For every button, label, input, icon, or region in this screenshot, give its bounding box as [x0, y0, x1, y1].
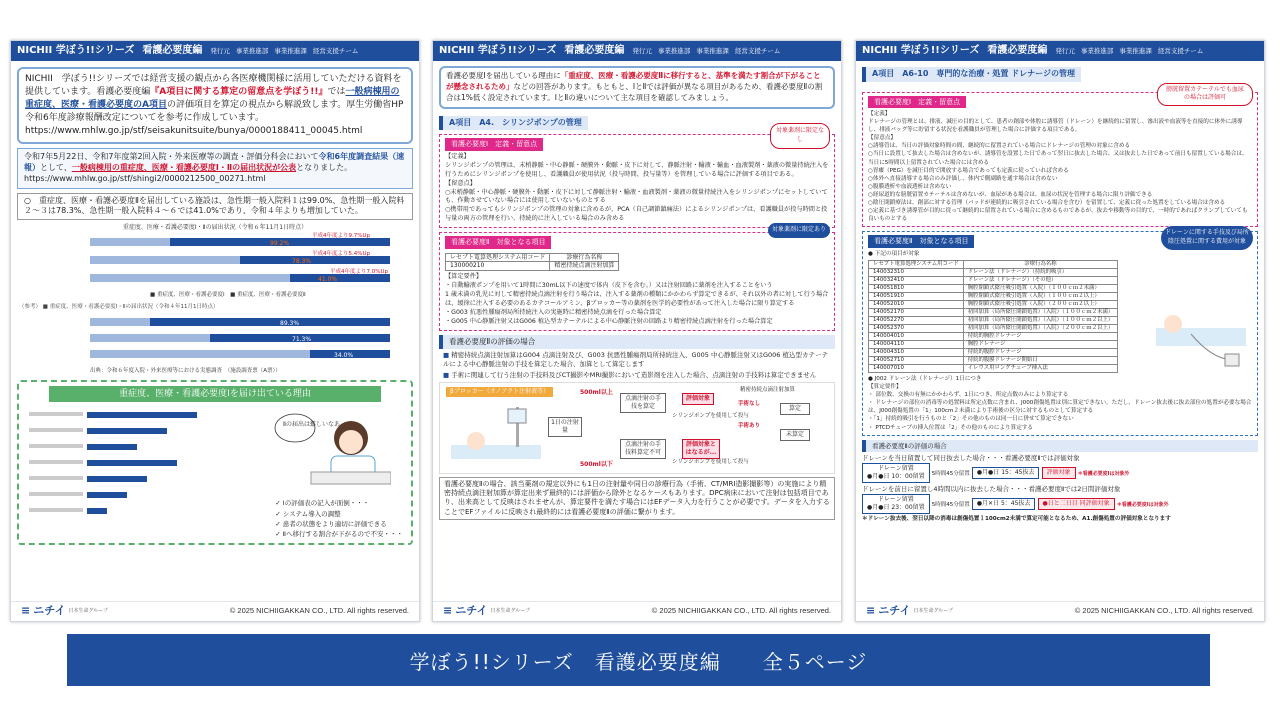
- flow-surgery: 手術あり: [738, 422, 761, 429]
- duration-label: 5時間45分留置: [931, 502, 970, 509]
- reasons-bar-chart: [27, 408, 207, 528]
- code-name-cell: 持続的胸腔ドレナージ: [963, 332, 1118, 340]
- code-cell: 140004310: [869, 348, 964, 356]
- code-cell: 130000210: [446, 262, 550, 271]
- table-row: [869, 340, 1118, 348]
- series-banner: 学ぼう!!シリーズ 看護必要度編 全５ページ: [67, 634, 1210, 686]
- meta-item: 事業推進部: [235, 46, 269, 55]
- definition-text: ドレナージの管理とは、排液、減圧の目的として、患者の創部や体腔に誘導管（ドレーン）を継続的に留置し、滲出液や血液等を直接的に体外に誘導し、排液バッグ等に貯留する状況を看護職員が管理した場合に評価する項目である。: [868, 119, 1243, 134]
- summary-text: 看護必要度Ⅱの場合、該当薬剤の規定以外にも1日の注射量や同日の診療行為（手術、CT/MRI造影撮影等）の実施により精密持続点滴注射加算が算定出来ず最終的には評価から除外となるケースもあります。DPC病床において注射は包括項目であり、出来高として反映はされませんが、算定要件を満たす場合にはEFデータ入力を行うことが必要です。データを入力することでEFファイルに反映され最終的には看護必要度Ⅱの評価に繋がります。: [439, 477, 835, 521]
- flow-box-calc: 点滴注射の手技を算定: [620, 393, 666, 413]
- evaluation-case-1: [862, 454, 1258, 483]
- meta-item: 発行元: [632, 46, 652, 55]
- publisher-meta: [1055, 47, 1203, 56]
- chart2-bars: [30, 314, 400, 376]
- notice-link[interactable]: https://www.mhlw.go.jp/stf/shingi2/0000212500_00271.html: [24, 173, 266, 183]
- copyright: © 2025 NICHIIGAKKAN CO., LTD. All rights reserved.: [1074, 606, 1254, 616]
- flow-start-box: 1日の注射量: [548, 417, 582, 437]
- code-name-cell: 胸腔ドレナージ: [963, 340, 1118, 348]
- copyright: © 2025 NICHIIGAKKAN CO., LTD. All rights reserved.: [651, 606, 831, 616]
- reasons-heading: 重症度、医療・看護必要度Ⅰを届け出ている理由: [49, 386, 381, 402]
- reference-label: [19, 304, 411, 311]
- reason-item: ✓ 患者の状態をより適切に評価できる: [275, 519, 387, 528]
- code-name-cell: 持続的腹膜ドレナージ開始日: [963, 356, 1118, 364]
- code-cell: 140032310: [869, 268, 964, 276]
- flow-pump-label: シリンジポンプを使用して投与: [672, 458, 749, 465]
- box-value: ●月●日 23：00留置: [867, 504, 925, 512]
- chart1-note: 平成4年度より7.0%Up: [330, 269, 388, 276]
- note-item: ○当日に設置して抜去した場合は含めないが、誘導管を設置した日であって翌日に抜去した場合、又は抜去した日であって前日も留置している場合は、当日に5時間以上留置されていた場合には含める: [868, 151, 1248, 166]
- meta-item: 事業推進部: [1080, 46, 1114, 55]
- code-name-cell: ドレーン法（ドレナージ）（持続的吸引）: [963, 268, 1118, 276]
- calc-item: ・ ドレナージの部位の消毒等の処置料は所定点数に含まれ、J000創傷処置は別に算定できない。ただし、ドレーン抜去後に抜去部位の処置が必要な場合は、J000創傷処置の「1」100cm２未満により手術後の区分に対するものとして算定する: [868, 400, 1252, 415]
- evaluation-case-2: [862, 485, 1258, 514]
- series-title: 看護必要度編: [564, 45, 625, 57]
- calc-text: ・自動輸液ポンプを用いて1時間に30mL以下の速度で体内（皮下を含む。）又は注射回路に薬剤を注入することをいう: [445, 282, 773, 290]
- meta-item: 事業推進課: [1119, 46, 1152, 55]
- calc-heading: 【算定要件】: [445, 273, 483, 281]
- table-row: [869, 348, 1118, 356]
- note-text: ○携帯用であってもシリンジポンプの管理の対象に含めるが、PCA（自己調節鎮痛法）によるシリンジポンプは、看護職員が投与時間と投与量の両方の管理を行い、持続的に注入している場合のみ含める: [445, 206, 828, 223]
- definition-tag: 看護必要度Ⅰ 定義・留意点: [868, 96, 966, 108]
- evaluation-heading: 看護必要度Ⅱの評価の場合: [862, 440, 1258, 453]
- reference-text: （参考）: [19, 304, 42, 311]
- notice-box: [17, 148, 413, 188]
- logo-group: 日本生命グループ: [913, 608, 954, 615]
- patient-drain-illustration: [1151, 288, 1251, 368]
- document-page-3: [855, 40, 1265, 622]
- logo-group: 日本生命グループ: [490, 608, 531, 615]
- page-footer: [856, 601, 1264, 621]
- note-item: ○胃瘻（PEG）を減圧目的で開放する場合であっても定義に従っていれば含める: [868, 167, 1069, 174]
- box-value: ●月●日 10：00留置: [867, 473, 925, 481]
- calc-item: ・「1」持続的吸引を行うものと「2」その他のものは同一日に併せて算定できない: [868, 416, 1074, 423]
- drain-code-table: [868, 260, 1118, 373]
- meta-item: 発行元: [210, 46, 230, 55]
- code-name-cell: ドレーン法（ドレナージ）（その他）: [963, 276, 1118, 284]
- table-row: [869, 356, 1118, 364]
- table-row: [869, 268, 1118, 276]
- table-row: [869, 324, 1118, 332]
- publisher-meta: [210, 47, 358, 56]
- publisher-meta: [632, 47, 780, 56]
- code-table-header: レセプト電算処理システム用コード: [446, 253, 550, 262]
- logo-mark-icon: ≡: [866, 604, 876, 618]
- section-title: A項目 A4. シリンジポンプの管理: [439, 116, 588, 131]
- code-cell: 140052170: [869, 308, 964, 316]
- chart1-note: 平成4年度より9.7%Up: [312, 233, 370, 240]
- drain-start-box: [862, 494, 930, 514]
- flow-diagram: [439, 382, 835, 474]
- flow-over-label: 500ml以上: [580, 388, 613, 396]
- code-cell: 140032410: [869, 276, 964, 284]
- notice-text: として、: [40, 163, 72, 173]
- notice-text: となりました。: [296, 163, 353, 173]
- box-head: ドレーン留置: [877, 496, 914, 504]
- document-page-2: [432, 40, 842, 622]
- calc-text: ・G005 中心静脈注射又はG006 植込型カテーテルによる中心静脈注射の回路より精密持続点滴注射を行った場合算定: [445, 318, 773, 326]
- flow-result-calc: 算定: [780, 403, 810, 415]
- code-table: [445, 253, 619, 272]
- intro-text: 看護必要度Ⅰを届出している理由に: [446, 71, 561, 80]
- chart1-title: 重症度、医療・看護必要度Ⅰ・Ⅱの届出状況（令和６年11月1日時点）: [122, 224, 308, 232]
- meta-item: 経営支援チーム: [312, 46, 359, 55]
- chart1-row: [90, 249, 390, 265]
- company-logo: [21, 604, 108, 619]
- logo-mark-icon: ≡: [21, 604, 31, 618]
- code-cell: 140051910: [869, 292, 964, 300]
- flow-precise-label: 精密持続点滴注射加算: [740, 386, 796, 393]
- calc-text: 1 歳未満の乳児に対して精密持続点滴注射を行う場合は、注入する薬剤の種類にかかわらず算定できるが、それ以外の者に対して行う場合は、緩徐に注入する必要のあるカテコールアミン、βブロッカー等の薬剤を医学的必要性があって注入した場合に限り算定する: [445, 291, 829, 308]
- series-title: 看護必要度編: [987, 45, 1048, 57]
- intro-box: [17, 67, 413, 144]
- drain-start-box: [862, 463, 930, 483]
- meta-item: 発行元: [1055, 46, 1075, 55]
- meta-item: 事業推進部: [657, 46, 691, 55]
- flow-drug-tag: βブロッカー（オノアクト注射液等）: [446, 387, 553, 397]
- chart2-title: ■ 重症度、医療・看護必要度Ⅰ・Ⅱの届出状況（令和４年11月1日時点）: [42, 304, 219, 311]
- evaluation-bullet: ■ 精密持続点滴注射加算はG004 点滴注射及び、G003 抗悪性腫瘍剤局所持続注入、G005 中心静脈注射又はG006 植込型カテーテルによる中心静脈注射の手技を算定した場合、加算として算定します: [443, 351, 831, 369]
- code-name-cell: 初回加算（局所陰圧閉鎖処置）（入院）（１００ｃｍ２以上）: [963, 316, 1118, 324]
- evaluation-bullets: [443, 351, 831, 379]
- callout-limited: 対象薬剤に限定あり: [768, 223, 830, 238]
- reason-item: ✓ システム導入の調整: [275, 509, 341, 518]
- calc-heading: 【算定要件】: [868, 384, 902, 391]
- section-title: A項目 A6-10 専門的な治療・処置 ドレナージの管理: [862, 67, 1081, 82]
- code-name-cell: 初回加算（局所陰圧閉鎖処置）（入院）（１００ｃｍ２未満）: [963, 308, 1118, 316]
- callout-no-limit: 対象薬剤に限定なし: [770, 123, 830, 148]
- flow-pump-label: シリンジポンプを使用して投与: [672, 412, 749, 419]
- code-cell: 140052710: [869, 356, 964, 364]
- reason-text: Ⅰの評価表の記入が面倒・・・: [282, 499, 370, 508]
- code-name-cell: 胸腔閉鎖式陰圧吸引処置（入院）（１００ｃｍ２以上）: [963, 292, 1118, 300]
- intro-text: の評価項目を算定の視点から解説致します。厚生労働省HP 令和6年度診療報酬改定についてを参考に作成しています。: [25, 100, 413, 124]
- logo-name: ニチイ: [455, 604, 488, 618]
- notice-highlight-red: 一般病棟用の重症度、医療・看護必要度Ⅰ・Ⅱの届出状況が公表: [71, 163, 297, 173]
- table-row: [869, 332, 1118, 340]
- flow-no-surgery: 手術なし: [738, 400, 761, 407]
- evaluation-note: ＊看護必要度Ⅰは対象外: [1116, 502, 1169, 509]
- page-header: [856, 41, 1264, 61]
- reason-checklist: [275, 498, 403, 538]
- logo-name: ニチイ: [878, 604, 911, 618]
- code-cell: 140004010: [869, 332, 964, 340]
- callout-bladder: 膀胱留置カテーテルでも血尿の場合は評価可: [1157, 83, 1253, 106]
- page-footer: [11, 601, 419, 621]
- intro-box: [439, 66, 835, 109]
- flow-target-box: 評価対象: [682, 393, 714, 405]
- table-row: [869, 284, 1118, 292]
- target-items-box: [439, 226, 835, 331]
- table-row: [869, 300, 1118, 308]
- definition-heading: 【定義】: [868, 110, 891, 117]
- code-name-cell: 胸腔閉鎖式陰圧吸引処置（入院）（１００ｃｍ２未満）: [963, 284, 1118, 292]
- evaluation-note: ＊看護必要度Ⅰは対象外: [1077, 471, 1130, 478]
- intro-highlight: 『A項目に関する算定の留意点を学ぼう!!』: [150, 87, 328, 98]
- thought-bubble-text: Ⅱの届出は難しいなあ: [283, 420, 340, 428]
- final-note: ＊ドレーン抜去後、翌日以降の消毒は創傷処置１100cm2未満で算定可能となるため、A1.創傷処置の評価対象となります: [862, 516, 1171, 523]
- flow-under-label: 500ml以下: [580, 460, 613, 468]
- note-text: ○末梢静脈・中心静脈・硬膜外・動脈・皮下に対して静脈注射・輸液・血液製剤・薬液の微量持続注入をシリンジポンプにセットしていても、作動させていない場合には使用していないものとする: [445, 188, 828, 205]
- code-cell: 140004110: [869, 340, 964, 348]
- logo-group: 日本生命グループ: [68, 608, 109, 615]
- table-row: [869, 276, 1118, 284]
- code-table-header: レセプト電算処理システム用コード: [869, 260, 964, 268]
- intro-text: NICHII 学ぼう!!シリーズでは経営支援の観点から各医療機関様に活用していただける資料を提供しています。看護必要度編: [25, 74, 402, 98]
- case-description: ドレーンを当日留置して同日抜去した場合・・・看護必要度Ⅱでは評価対象: [862, 454, 1080, 463]
- definition-heading: 【定義】: [445, 152, 470, 160]
- chart2-value: 89.3%: [280, 319, 300, 327]
- chart-source: 出典：令和６年度入院・外来医療等における実態調査 （施設調査票（A票））: [90, 367, 281, 374]
- notice-text: 令和7年5月22日、令和7年度第2回入院・外来医療等の調査・評価分科会において: [24, 152, 319, 162]
- callout-drain-fees: ドレーンに関する手技及び局所陰圧処置に関する費用が対象: [1161, 226, 1253, 249]
- copyright: © 2025 NICHIIGAKKAN CO., LTD. All rights reserved.: [229, 606, 409, 616]
- code-cell: 140007010: [869, 364, 964, 372]
- calc-item: ・ 部位数、交換の有無にかかわらず、1日につき、所定点数のみにより算定する: [868, 392, 1069, 399]
- series-title: 看護必要度編: [142, 45, 203, 57]
- flow-box-nocalc: 点滴注射の手技料算定不可: [620, 439, 666, 459]
- target-tag: 看護必要度Ⅱ 対象となる項目: [868, 235, 974, 247]
- company-logo: [443, 604, 530, 619]
- meta-item: 経営支援チーム: [734, 46, 781, 55]
- table-row: [869, 364, 1118, 372]
- reason-item: ✓ Ⅰの評価表の記入が面倒・・・: [275, 499, 370, 508]
- code-cell: 140052370: [869, 324, 964, 332]
- chart1-legend: ■ 重症度、医療・看護必要度Ⅰ ■ 重症度、医療・看護必要度Ⅱ: [150, 292, 306, 299]
- code-name-cell: 精密持続点滴注射加算: [550, 262, 619, 271]
- code-table-header: 診療行為名称: [963, 260, 1118, 268]
- chart1-value: 99.2%: [270, 240, 290, 248]
- reason-item: ✓ Ⅱへ移行する割合が下がるので不安・・・: [275, 529, 403, 538]
- code-cell: 140051810: [869, 284, 964, 292]
- meta-item: 事業推進課: [274, 46, 307, 55]
- intro-link[interactable]: https://www.mhlw.go.jp/stf/seisakunitsuite/bunya/0000188411_00045.html: [25, 126, 363, 137]
- notes-heading: 【留意点】: [868, 135, 896, 142]
- chart1-bars: [30, 232, 400, 302]
- code-name-cell: イレウス用ロングチューブ挿入法: [963, 364, 1118, 372]
- logo-mark-icon: ≡: [443, 604, 453, 618]
- chart1-note: 平成4年度より5.4%Up: [312, 251, 370, 258]
- table-row: [869, 292, 1118, 300]
- target-items-box: [862, 231, 1258, 435]
- definition-box: [439, 127, 835, 228]
- meta-item: 経営支援チーム: [1157, 46, 1204, 55]
- chart1-value: 41.0%: [318, 276, 338, 284]
- summary-box: ○ 重症度、医療・看護必要度Ⅱを届出している施設は、急性期一般入院料１は99.0%、急性期一般入院料２～３は78.3%、急性期一般入院料４～６では41.0%であり、令和４年よりも増加していた。: [17, 193, 413, 221]
- note-item: ○陰圧閉鎖療法は、創部に対する管理（パッドが連続的に吸引されている場合を含む）を留置して、定義に従った処置をしている場合は含める: [868, 200, 1226, 207]
- duration-label: 5時間45分留置: [931, 471, 970, 478]
- note-item: ○定義に基づき誘導管が目的に従って継続的に留置されている場合に含めるものであるが、抜去や移動等の目的で、一時的であればクランプしていても良いものとする: [868, 208, 1248, 223]
- table-row: [869, 308, 1118, 316]
- definition-text: シリンジポンプの管理は、末梢静脈・中心静脈・硬膜外・動脈・皮下に対して、静脈注射・輸液・輸血・血液製剤・薬液の微量持続注入を行うためにシリンジポンプを使用し、看護職員が使用状況（投与時間、投与量等）を管理している場合に評価する項目である。: [445, 161, 829, 178]
- calc-text: ・G003 抗悪性腫瘍剤局所持続注入の実施時に精密持続点滴を行った場合算定: [445, 309, 662, 317]
- document-page-1: [10, 40, 420, 622]
- meta-item: 事業推進課: [696, 46, 729, 55]
- table-row: [869, 316, 1118, 324]
- evaluation-bullet: ■ 手術に関連して行う注射の手技料及びCT撮影やMRI撮影において造影剤を注入した場合、点滴注射の手技料は算定できません: [443, 371, 831, 380]
- page-header: [433, 41, 841, 61]
- logo-name: ニチイ: [33, 604, 66, 618]
- reason-text: Ⅱへ移行する割合が下がるので不安・・・: [282, 529, 403, 538]
- notes-heading: 【留意点】: [445, 179, 476, 187]
- drain-end-box: ●月●日 15：45抜去: [972, 467, 1040, 479]
- code-cell: 140052270: [869, 316, 964, 324]
- j002-heading: ● J002 ドレーン法（ドレナージ）1日につき: [868, 375, 982, 382]
- drain-end-box: ●月✕日 5：45抜去: [972, 498, 1036, 510]
- code-name-cell: 持続的腹腔ドレナージ: [963, 348, 1118, 356]
- case-description: ドレーンを前日に留置し4時間以内に抜去した場合・・・看護必要度Ⅱでは2日間評価対象: [862, 485, 1121, 494]
- flow-target-box-2: 評価対象とはなるが...: [682, 439, 720, 459]
- series-brand: NICHII 学ぼう!!シリーズ: [17, 45, 135, 57]
- intro-highlight: 「重症度、医療・看護必要度Ⅱに移行すると、基準を満たす割合が下がることが懸念されるため」: [446, 71, 821, 91]
- calc-item: ・ PTCDチューブの挿入位置は「2」その他のものにより算定する: [868, 424, 1034, 431]
- intro-text: では: [327, 87, 346, 98]
- code-name-cell: 胸腔閉鎖式陰圧吸引処置（入院）（２００ｃｍ２以上）: [963, 300, 1118, 308]
- series-brand: NICHII 学ぼう!!シリーズ: [862, 45, 980, 57]
- evaluation-result: ●日と二日目 同評価対象: [1038, 498, 1115, 510]
- box-head: ドレーン留置: [877, 465, 914, 473]
- note-item: ○経尿道的な膀胱留置カテーテルは含めないが、血尿がある場合は、血尿の状況を管理する場合に限り評価できる: [868, 192, 1153, 199]
- page-header: [11, 41, 419, 61]
- target-tag: 看護必要度Ⅱ 対象となる項目: [445, 236, 551, 248]
- intro-text: などの回答があります。もともと、ⅠとⅡでは評価が異なる項目があるため、看護必要度Ⅱの割合は1%低く設定されています。ⅠとⅡの違いについて主な項目を確認してみましょう。: [446, 81, 823, 102]
- company-logo: [866, 604, 953, 619]
- note-item: ○体外へ直接誘導する場合のみ評価し、体内で側副路を通す場合は含めない: [868, 175, 1058, 182]
- reasons-panel: [17, 380, 413, 545]
- reason-text: 患者の状態をより適切に評価できる: [282, 519, 387, 528]
- series-brand: NICHII 学ぼう!!シリーズ: [439, 45, 557, 57]
- definition-box: [862, 85, 1258, 228]
- chart1-row: [90, 232, 390, 247]
- code-table-header: 診療行為名称: [550, 253, 619, 262]
- chart1-row: [90, 267, 390, 283]
- flow-result-nocalc: 未算定: [780, 429, 810, 441]
- note-item: ○誘導管は、当日の評価対象時間の間、継続的に留置されている場合にドレナージの管理の対象に含める: [868, 143, 1131, 150]
- definition-tag: 看護必要度Ⅰ 定義・留意点: [445, 138, 543, 150]
- list-heading: ● 下記の項目が対象: [868, 250, 920, 257]
- evaluation-heading: 看護必要度Ⅱの評価の場合: [439, 335, 835, 349]
- evaluation-result: 評価対象: [1042, 467, 1076, 479]
- intro-highlight-blue: 一般病棟用の重症度、医療・看護必要度のA項目: [25, 87, 400, 111]
- reason-text: システム導入の調整: [282, 509, 341, 518]
- chart2-value: 71.3%: [292, 335, 312, 343]
- note-item: ○腹膜透析や血液透析は含めない: [868, 183, 952, 190]
- notice-highlight: 令和6年度調査結果（速報）: [24, 152, 405, 173]
- chart1-value: 78.3%: [292, 258, 312, 266]
- code-cell: 140052010: [869, 300, 964, 308]
- nurse-thinking-illustration: [271, 408, 391, 486]
- code-name-cell: 初回加算（局所陰圧閉鎖処置）（入院）（２００ｃｍ２以上）: [963, 324, 1118, 332]
- chart2-value: 34.0%: [334, 351, 354, 359]
- page-footer: [433, 601, 841, 621]
- patient-illustration: [446, 405, 546, 465]
